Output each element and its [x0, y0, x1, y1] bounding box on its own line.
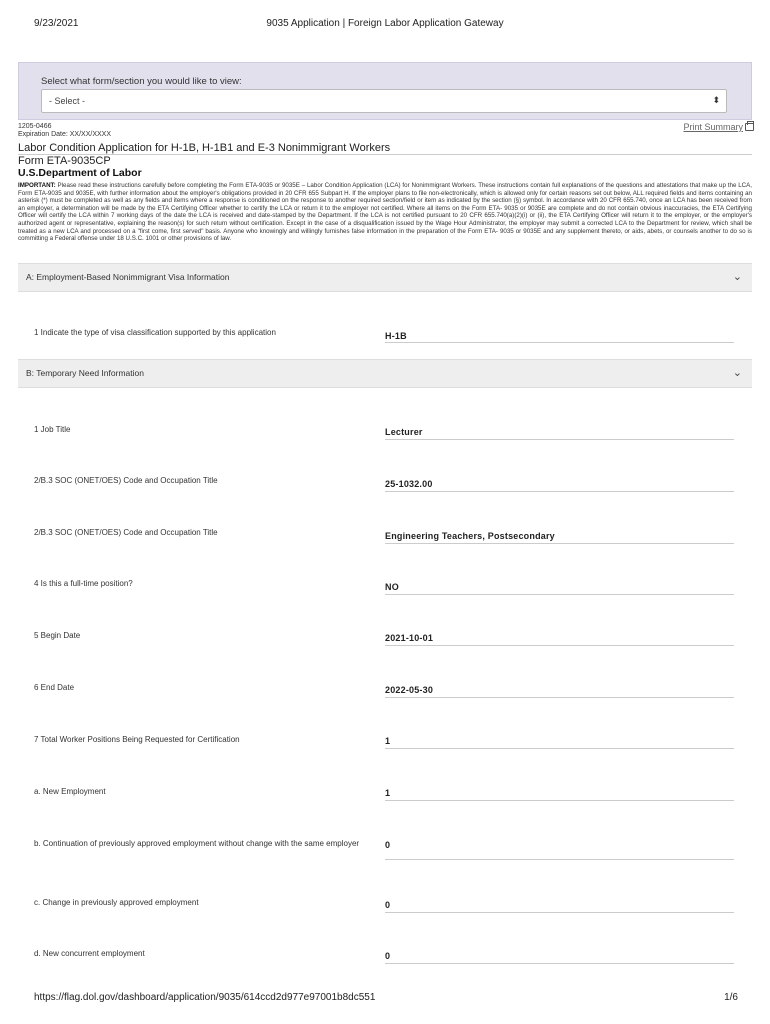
print-header: [0, 18, 770, 32]
important-instructions: [18, 182, 752, 243]
section-a-title: A: Employment-Based Nonimmigrant Visa Information: [26, 272, 230, 282]
field-underline: [385, 342, 734, 343]
form-title: Labor Condition Application for H-1B, H-1B1 and E-3 Nonimmigrant Workers: [18, 142, 391, 154]
field-label: 1 Indicate the type of visa classification supported by this application: [34, 328, 276, 337]
printer-icon: [745, 123, 754, 131]
print-url: https://flag.dol.gov/dashboard/application/9035/614ccd2d977e97001b8dc551: [34, 992, 376, 1003]
field-value: NO: [385, 582, 399, 592]
field-underline: [385, 594, 734, 595]
print-date: 9/23/2021: [34, 18, 79, 29]
print-page-title: 9035 Application | Foreign Labor Application Gateway: [266, 18, 504, 29]
field-value: 0: [385, 900, 391, 910]
field-underline: [385, 859, 734, 860]
field-value: Engineering Teachers, Postsecondary: [385, 531, 555, 541]
field-label: c. Change in previously approved employment: [34, 898, 199, 907]
field-label: 4 Is this a full-time position?: [34, 579, 133, 588]
field-value: H-1B: [385, 331, 407, 341]
field-label: b. Continuation of previously approved employment without change with the same employer: [34, 839, 360, 848]
field-label: 2/B.3 SOC (ONET/OES) Code and Occupation Title: [34, 528, 218, 537]
field-value: 25-1032.00: [385, 479, 433, 489]
form-meta: [18, 123, 111, 139]
field-underline: [385, 645, 734, 646]
field-underline: [385, 748, 734, 749]
important-lead: IMPORTANT:: [18, 182, 56, 189]
select-arrows-icon: ⬍: [712, 95, 720, 105]
page-number: 1/6: [724, 992, 738, 1003]
important-text: Please read these instructions carefully before completing the Form ETA-9035 or 9035E – Labor Condition Application (LCA) for Nonimmigrant Workers. These instructions contain full explanations of the questions and attestations that make up the LCA, Form ETA-9035 and 9035E, with further information about the employer's obligations provided in 20 CFR 655 Subpart H. If the employer plans to file non-electronically, which is allowed only for certain reasons set out below, ALL required fields and items containing an asterisk (*) must be completed as well as any fields and items where a response is conditioned on the response to another required section/field or item as indicated by the section (§) symbol. In accordance with 20 CFR 655.740, once an LCA has been received from an employer, a determination will be made by the ETA Certifying Officer whether to certify the LCA or return it to the employer not certified. Where all items on the Form ETA- 9035 or 9035E are complete and do not contain obvious inaccuracies, the ETA Certifying Officer will certify the LCA within 7 working days of the date the LCA is received and date-stamped by the Department. If the LCA is not certified pursuant to 20 CFR 655.740(a)(2)(i) or (ii), the ETA Certifying Officer will return it to the employer, or the employer's authorized agent or representative, explaining the reason(s) for such return without certification. Except in the case of a disqualification issued by the Wage Hour Administrator, the employer may submit a corrected LCA to the Department for review, which shall be treated as a new LCA and processed on a "first come, first served" basis. Anyone who knowingly and willingly furnishes false information in the preparation of the Form ETA- 9035 or 9035E and any supplement thereto, or aids, abets, or counsels another to do so is committing a Federal offense under 18 U.S.C. 1001 or other provisions of law.: [18, 182, 752, 243]
field-underline: [385, 491, 734, 492]
print-summary-link[interactable]: [683, 122, 754, 132]
field-underline: [385, 912, 734, 913]
field-label: a. New Employment: [34, 787, 106, 796]
field-underline: [385, 963, 734, 964]
field-value: 0: [385, 951, 391, 961]
field-label: 1 Job Title: [34, 425, 71, 434]
field-value: 1: [385, 736, 391, 746]
field-label: 5 Begin Date: [34, 631, 81, 640]
field-underline: [385, 697, 734, 698]
field-label: 2/B.3 SOC (ONET/OES) Code and Occupation Title: [34, 476, 218, 485]
field-underline: [385, 439, 734, 440]
field-underline: [385, 543, 734, 544]
form-section-select-value: - Select -: [49, 96, 86, 106]
print-summary-label: Print Summary: [683, 122, 743, 132]
field-value: Lecturer: [385, 427, 423, 437]
field-value: 2022-05-30: [385, 685, 434, 695]
form-selector-label: Select what form/section you would like to view:: [41, 76, 242, 87]
field-value: 0: [385, 840, 391, 850]
expiration-date: Expiration Date: XX/XX/XXXX: [18, 131, 111, 138]
field-label: 7 Total Worker Positions Being Requested for Certification: [34, 735, 240, 744]
section-a-header[interactable]: [18, 263, 752, 292]
section-b-title: B: Temporary Need Information: [26, 368, 144, 378]
field-underline: [385, 800, 734, 801]
omb-number: 1205-0466: [18, 123, 52, 130]
field-label: 6 End Date: [34, 683, 75, 692]
field-value: 1: [385, 788, 391, 798]
chevron-down-icon: ⌄: [732, 271, 742, 283]
form-selector-panel: [18, 62, 752, 120]
form-number: Form ETA-9035CP: [18, 155, 111, 167]
field-label: d. New concurrent employment: [34, 949, 145, 958]
title-divider: [18, 154, 752, 155]
form-section-select[interactable]: [41, 89, 727, 113]
department-name: U.S.Department of Labor: [18, 167, 142, 179]
section-b-header[interactable]: [18, 359, 752, 388]
chevron-down-icon: ⌄: [732, 367, 742, 379]
field-value: 2021-10-01: [385, 633, 434, 643]
